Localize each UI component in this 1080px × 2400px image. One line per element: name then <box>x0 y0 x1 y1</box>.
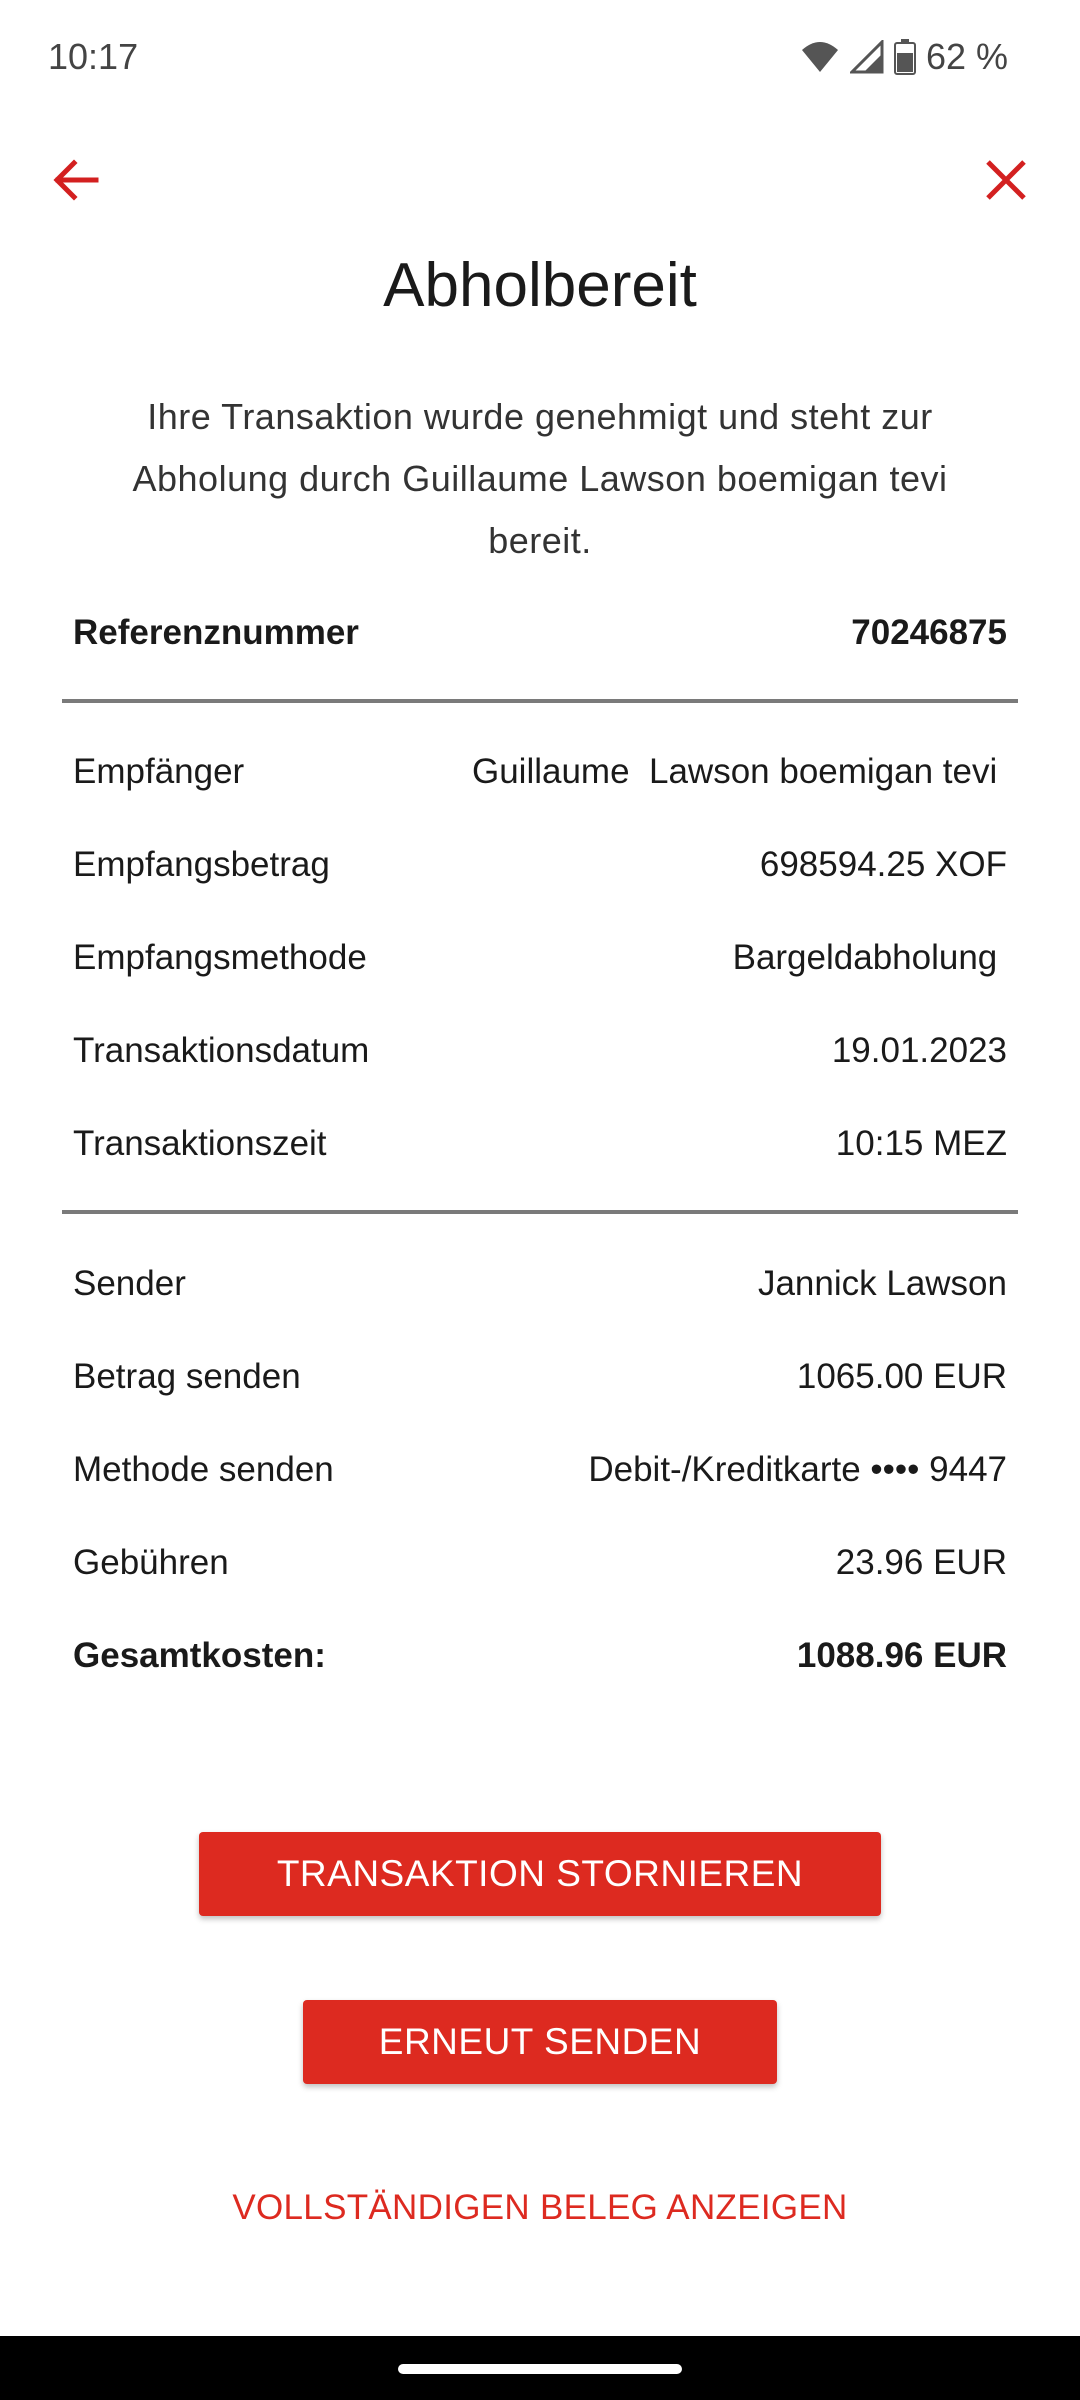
status-time: 10:17 <box>48 36 139 77</box>
reference-value: 70246875 <box>851 613 1007 652</box>
detail-value: 698594.25 XOF <box>759 845 1007 884</box>
close-icon <box>978 152 1034 208</box>
detail-value: 10:15 MEZ <box>835 1124 1007 1163</box>
detail-label: Sender <box>73 1264 186 1303</box>
detail-label: Transaktionszeit <box>73 1124 327 1163</box>
detail-row-transaction-time <box>73 1114 1007 1174</box>
detail-row-sender <box>73 1254 1007 1314</box>
close-button[interactable] <box>978 152 1034 208</box>
detail-row-send-amount <box>73 1347 1007 1407</box>
detail-label: Gebühren <box>73 1543 229 1582</box>
view-full-receipt-link[interactable]: VOLLSTÄNDIGEN BELEG ANZEIGEN <box>232 2188 848 2227</box>
detail-label: Betrag senden <box>73 1357 301 1396</box>
back-button[interactable] <box>48 152 104 208</box>
detail-value: 1065.00 EUR <box>796 1357 1007 1396</box>
reference-label: Referenznummer <box>73 613 359 652</box>
divider <box>62 699 1018 703</box>
reference-row <box>73 603 1007 663</box>
home-handle[interactable] <box>398 2364 682 2374</box>
detail-value: 23.96 EUR <box>835 1543 1007 1582</box>
detail-label: Transaktionsdatum <box>73 1031 370 1070</box>
system-nav-bar <box>0 2336 1080 2400</box>
divider <box>62 1210 1018 1214</box>
total-value: 1088.96 EUR <box>796 1636 1007 1675</box>
battery-percent: 62 % <box>925 36 1008 77</box>
wifi-icon <box>800 40 840 74</box>
status-icons <box>800 36 1008 78</box>
detail-row-fees <box>73 1533 1007 1593</box>
detail-row-receive-amount <box>73 835 1007 895</box>
resend-button[interactable]: ERNEUT SENDEN <box>303 2000 777 2084</box>
detail-value: Jannick Lawson <box>757 1264 1007 1303</box>
battery-icon <box>894 39 916 75</box>
status-bar <box>0 0 1080 120</box>
detail-row-receive-method <box>73 928 1007 988</box>
detail-row-send-method <box>73 1440 1007 1500</box>
detail-row-recipient <box>73 742 1007 802</box>
detail-label: Empfänger <box>73 752 245 791</box>
detail-value: 19.01.2023 <box>831 1031 1007 1070</box>
detail-value: Guillaume Lawson boemigan tevi <box>471 752 1007 791</box>
cancel-transaction-button[interactable]: TRANSAKTION STORNIEREN <box>199 1832 881 1916</box>
status-description: Ihre Transaktion wurde genehmigt und steht zur Abholung durch Guillaume Lawson boemigan tevi bereit. <box>132 396 948 561</box>
signal-icon <box>850 40 884 74</box>
detail-label: Empfangsmethode <box>73 938 367 977</box>
arrow-left-icon <box>48 152 104 208</box>
detail-label: Empfangsbetrag <box>73 845 330 884</box>
detail-value: Debit-/Kreditkarte •••• 9447 <box>588 1450 1007 1489</box>
page-title: Abholbereit <box>383 251 697 320</box>
detail-row-transaction-date <box>73 1021 1007 1081</box>
detail-label: Methode senden <box>73 1450 334 1489</box>
total-label: Gesamtkosten: <box>73 1636 326 1675</box>
detail-value: Bargeldabholung <box>732 938 1007 977</box>
top-nav <box>0 140 1080 220</box>
total-row <box>73 1626 1007 1686</box>
